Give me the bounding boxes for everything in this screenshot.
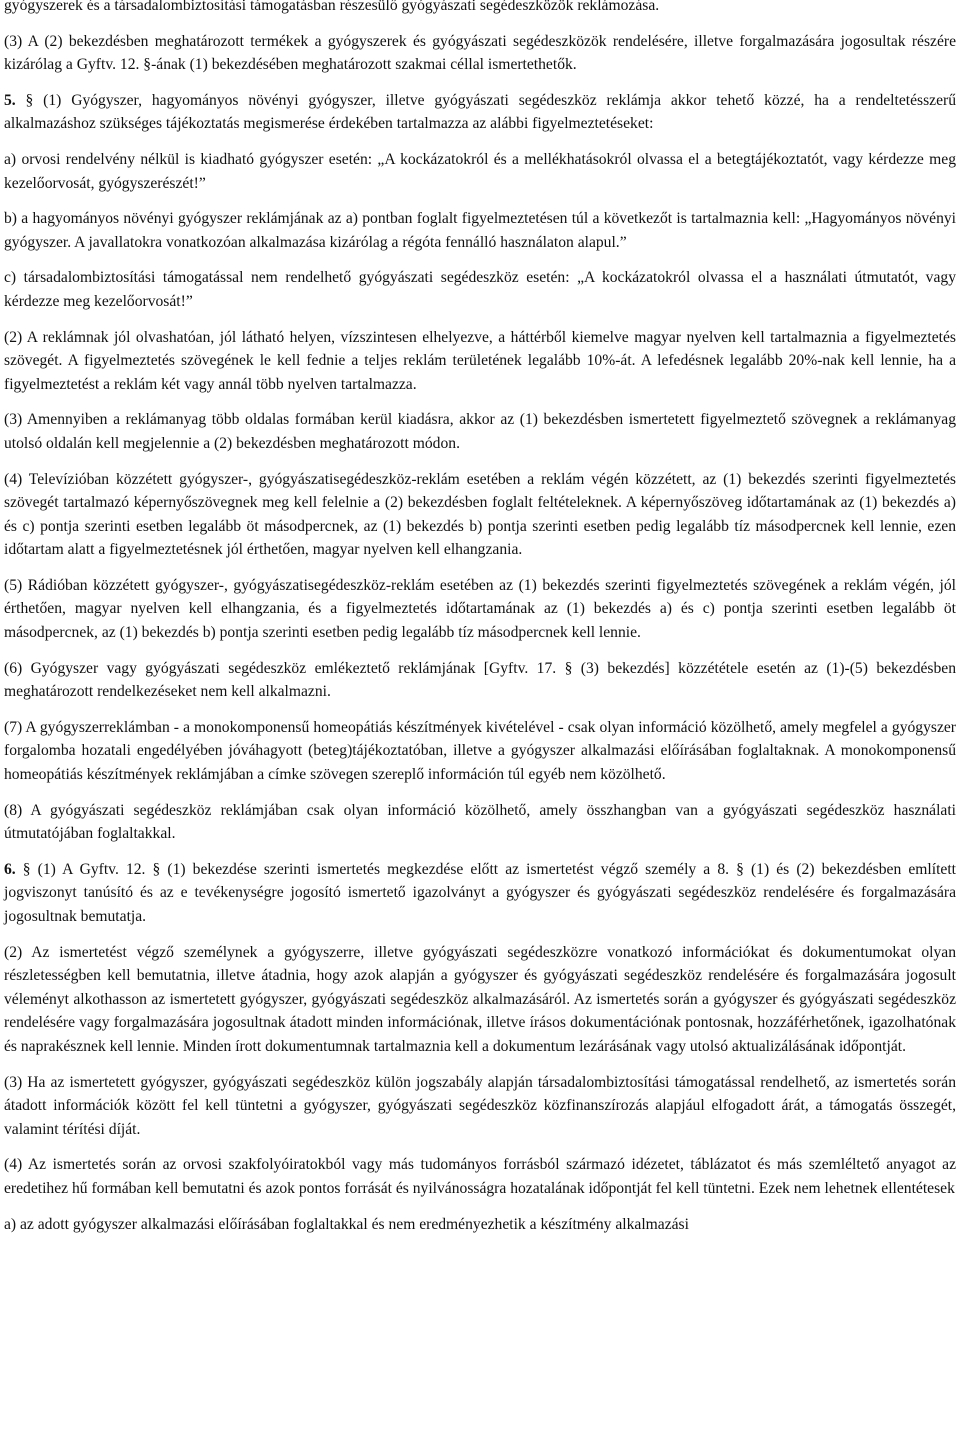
paragraph-text: b) a hagyományos növényi gyógyszer reklámjának az a) pontban foglalt figyelmeztetésen túl a következőt is tartalmaznia kell: „Hagyományos növényi gyógyszer. A javallatokra vonatkozóan alkalmazása kizárólag a régóta fennálló használaton alapul.” — [4, 210, 956, 251]
paragraph-5-1-a — [4, 148, 956, 195]
section-number: 6. — [4, 860, 16, 878]
paragraph-5-7 — [4, 716, 956, 787]
paragraph-text: (8) A gyógyászati segédeszköz reklámjában csak olyan információ közölhető, amely összhangban van a gyógyászati segédeszköz használati útmutatójában foglaltakkal. — [4, 801, 956, 843]
paragraph-4-3 — [4, 30, 956, 77]
paragraph-5-8 — [4, 799, 956, 846]
paragraph-5-4 — [4, 468, 956, 562]
paragraph-text: (2) Az ismertetést végző személynek a gyógyszerre, illetve gyógyászati segédeszközre vonatkozó információkat és dokumentumokat olyan részletességben kell bemutatnia, illetve átadnia, hogy azok alapján a gyógyszer és gyógyászati segédeszköz rendelésére és forgalmazására jogosult véleményt alkothasson az ismertetett gyógyszer, gyógyászati segédeszköz alkalmazásáról. Az ismertetés során a gyógyszer és gyógyászati segédeszköz rendelésére vagy forgalmazására jogosultnak átadott minden információnak, illetve írásos dokumentációnak pontosnak, hozzáférhetőnek, igazolhatónak és naprakésznek kell lennie. Minden írott dokumentumnak tartalmaznia kell a dokumentum lezárásának vagy utolsó aktualizálásának időpontját. — [4, 943, 956, 1055]
paragraph-text: § (1) Gyógyszer, hagyományos növényi gyógyszer, illetve gyógyászati segédeszköz reklámja akkor tehető közzé, ha a rendeltetésszerű alkalmazáshoz szükséges tájékoztatás megismerése érdekében tartalmazza az alábbi figyelmeztetéseket: — [4, 91, 956, 133]
paragraph-5-5 — [4, 574, 956, 645]
paragraph-text: (4) Televízióban közzétett gyógyszer-, gyógyászatisegédeszköz-reklám esetében a reklám végén közzétett, az (1) bekezdés szerinti figyelmeztetés szövegét tartalmazó képernyőszövegnek meg kell felelnie a (2) bekezdésben foglalt feltételeknek. A képernyőszöveg időtartamának az (1) bekezdés a) és c) pontja szerinti esetben legalább öt másodpercnek, az (1) bekezdés b) pontja szerinti esetben pedig legalább tíz másodpercnek kell lennie, ezen időtartam alatt a figyelmeztetésnek jól érthetően, magyar nyelven kell elhangzania. — [4, 470, 956, 559]
paragraph-text: (3) Ha az ismertetett gyógyszer, gyógyászati segédeszköz külön jogszabály alapján társadalombiztosítási támogatással rendelhető, az ismertetés során átadott információk között fel kell tüntetni a gyógyszer, gyógyászati segédeszköz közfinanszírozás alapjául elfogadott árát, a támogatás összegét, valamint térítési díját. — [4, 1073, 956, 1138]
paragraph-5-3 — [4, 408, 956, 455]
paragraph-text: a) az adott gyógyszer alkalmazási előírásában foglaltakkal és nem eredményezhetik a készítmény alkalmazási — [4, 1215, 689, 1233]
paragraph-text: c) társadalombiztosítási támogatással nem rendelhető gyógyászati segédeszköz esetén: „A kockázatokról olvassa el a használati útmutatót, vagy kérdezze meg kezelőorvosát!” — [4, 269, 956, 310]
section-number: 5. — [4, 91, 16, 109]
paragraph-text: gyógyszerek és a társadalombiztosítási támogatásban részesülő gyógyászati segédeszközök reklámozása. — [4, 0, 660, 14]
paragraph-text: (4) Az ismertetés során az orvosi szakfolyóiratokból vagy más tudományos forrásból származó idézetet, táblázatot és más szemléltető anyagot az eredetihez hű formában kell bemutatni és azok pontos forrását és nyilvánosságra hozatalának időpontját fel kell tüntetni. Ezek nem lehetnek ellentétesek — [4, 1156, 956, 1197]
paragraph-intro — [4, 0, 956, 18]
paragraph-6-2 — [4, 941, 956, 1059]
paragraph-text: (5) Rádióban közzétett gyógyszer-, gyógyászatisegédeszköz-reklám esetében az (1) bekezdés szerinti figyelmeztetés szövegének a reklám végén, jól érthetően, magyar nyelven kell elhangzania, és a figyelmeztetés időtartamának az (1) bekezdés a) és c) pontja szerinti esetben legalább öt másodpercnek, az (1) bekezdés b) pontja szerinti esetben pedig legalább tíz másodpercnek kell lennie. — [4, 576, 956, 642]
paragraph-5-6 — [4, 657, 956, 704]
paragraph-text: (6) Gyógyszer vagy gyógyászati segédeszköz emlékeztető reklámjának [Gyftv. 17. § (3) bekezdés] közzététele esetén az (1)-(5) bekezdésben meghatározott rendelkezéseket nem kell alkalmazni. — [4, 659, 956, 701]
paragraph-5-1-c — [4, 266, 956, 313]
document-page — [4, 0, 956, 1236]
paragraph-text: (3) Amennyiben a reklámanyag több oldalas formában kerül kiadásra, akkor az (1) bekezdésben ismertetett figyelmeztető szövegnek a reklámanyag utolsó oldalán kell megjelennie a (2) bekezdésben meghatározott módon. — [4, 411, 956, 452]
paragraph-text: (3) A (2) bekezdésben meghatározott termékek a gyógyszerek és gyógyászati segédeszközök rendelésére, illetve forgalmazására jogosultak részére kizárólag a Gyftv. 12. §-ának (1) bekezdésében meghatározott szakmai céllal ismertethetők. — [4, 32, 956, 74]
paragraph-5-1 — [4, 89, 956, 136]
paragraph-6-1 — [4, 858, 956, 929]
paragraph-text: § (1) A Gyftv. 12. § (1) bekezdése szerinti ismertetés megkezdése előtt az ismertetést végző személy a 8. § (1) és (2) bekezdésben említett jogviszonyt tanúsító és az e tevékenységre jogosító ismertető igazolványt a gyógyszer és gyógyászati segédeszköz rendelésére és forgalmazására jogosultnak bemutatja. — [4, 860, 956, 925]
paragraph-6-4 — [4, 1153, 956, 1200]
paragraph-text: (7) A gyógyszerreklámban - a monokomponensű homeopátiás készítmények kivételével - csak olyan információ közölhető, amely megfelel a gyógyszer forgalomba hozatali engedélyében jóváhagyott (beteg)tájékoztatóban, illetve a gyógyszer alkalmazási előírásában foglaltaknak. A monokomponensű homeopátiás készítmények reklámjában a címke szövegen szereplő információn túl egyéb nem közölhető. — [4, 718, 956, 784]
paragraph-text: (2) A reklámnak jól olvashatóan, jól látható helyen, vízszintesen elhelyezve, a háttérből kiemelve magyar nyelven kell tartalmaznia a figyelmeztetés szövegét. A figyelmeztetés szövegének le kell fednie a teljes reklám területének legalább 10%-át. A lefedésnek legalább 20%-nak kell lennie, ha a figyelmeztetést a reklám két vagy annál több nyelven tartalmazza. — [4, 328, 956, 393]
paragraph-text: a) orvosi rendelvény nélkül is kiadható gyógyszer esetén: „A kockázatokról és a mellékhatásokról olvassa el a betegtájékoztatót, vagy kérdezze meg kezelőorvosát, gyógyszerészét!” — [4, 150, 956, 192]
paragraph-5-1-b — [4, 207, 956, 254]
paragraph-5-2 — [4, 326, 956, 397]
paragraph-6-4-a — [4, 1213, 956, 1237]
paragraph-6-3 — [4, 1071, 956, 1142]
